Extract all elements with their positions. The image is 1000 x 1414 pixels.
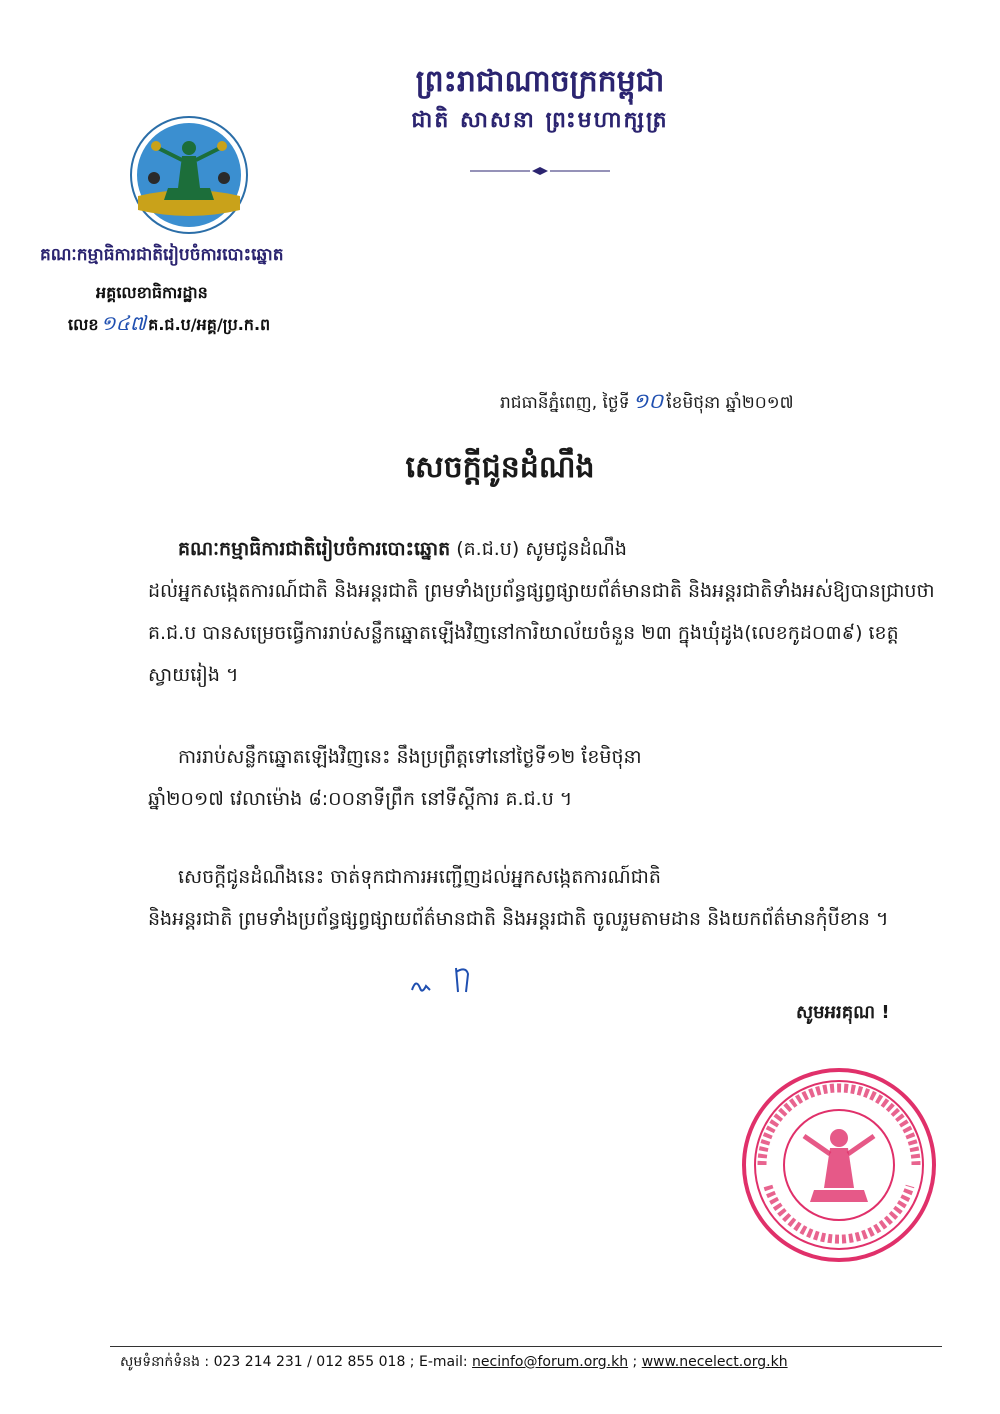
handwritten-initials-icon xyxy=(406,964,484,998)
paragraph-3-lead: សេចក្ដីជូនដំណឹងនេះ ចាត់ទុកជាការអញ្ជើញដល់អ្នកសង្កេតការណ៍ជាតិ xyxy=(178,866,661,888)
organization-name: គណៈកម្មាធិការជាតិរៀបចំការបោះឆ្នោត xyxy=(40,245,284,265)
footer-contact xyxy=(120,1352,788,1373)
paragraph-2-cont: ឆ្នាំ២០១៧ វេលាម៉ោង ៨:០០នាទីព្រឹក នៅទីស្ដីការ គ.ជ.ប ។ xyxy=(148,788,573,810)
footer-separator: ; xyxy=(628,1354,642,1370)
email-label: ; E-mail: xyxy=(405,1354,473,1370)
paragraph-1-rest: (គ.ជ.ប) សូមជូនដំណឹង xyxy=(450,538,627,560)
reference-label: លេខ xyxy=(68,315,99,334)
closing-thanks: សូមអរគុណ ! xyxy=(796,1002,890,1023)
document-date xyxy=(500,388,794,419)
nec-emblem-icon xyxy=(128,114,250,236)
document-title: សេចក្ដីជូនដំណឹង xyxy=(405,450,595,485)
paragraph-2 xyxy=(148,736,938,820)
department-name: អគ្គលេខាធិការដ្ឋាន xyxy=(96,283,208,302)
footer-divider xyxy=(110,1346,942,1347)
paragraph-2-lead: ការរាប់សន្លឹកឆ្នោតឡើងវិញនេះ នឹងប្រព្រឹត្តទៅនៅថ្ងៃទី១២ ខែមិថុនា xyxy=(178,746,642,768)
paragraph-1-cont: ដល់អ្នកសង្កេតការណ៍ជាតិ និងអន្តរជាតិ ព្រមទាំងប្រព័ន្ធផ្សព្វផ្សាយព័ត៌មានជាតិ និងអន្តរជាតិទាំងអស់ឱ្យបានជ្រាបថា គ.ជ.ប បានសម្រេចធ្វើការរាប់សន្លឹកឆ្នោតឡើងវិញនៅការិយាល័យចំនួន ២៣ ក្នុងឃុំដូង(លេខកូដ០៣៩) ខេត្តស្វាយរៀង ។ xyxy=(148,580,935,686)
official-seal-icon xyxy=(740,1066,938,1264)
website-link[interactable]: www.necelect.org.kh xyxy=(641,1354,788,1370)
divider-ornament-icon xyxy=(470,165,610,177)
kingdom-motto: ជាតិ សាសនា ព្រះមហាក្សត្រ xyxy=(411,107,669,133)
contact-phones: 023 214 231 / 012 855 018 xyxy=(213,1354,406,1370)
reference-suffix: គ.ជ.ប/អគ្គ/ប្រ.ក.ព xyxy=(148,315,271,334)
paragraph-3-cont: និងអន្តរជាតិ ព្រមទាំងប្រព័ន្ធផ្សព្វផ្សាយព័ត៌មានជាតិ និងអន្តរជាតិ ចូលរួមតាមដាន និងយកព័ត៌មានកុំបីខាន ។ xyxy=(148,908,889,930)
paragraph-3 xyxy=(148,856,938,940)
email-link[interactable]: necinfo@forum.org.kh xyxy=(472,1354,629,1370)
date-day: ១០ xyxy=(632,389,664,413)
paragraph-1 xyxy=(148,528,938,696)
kingdom-header xyxy=(360,62,720,138)
paragraph-1-lead: គណៈកម្មាធិការជាតិរៀបចំការបោះឆ្នោត xyxy=(178,538,451,560)
contact-label: សូមទំនាក់ទំនង : xyxy=(120,1354,214,1370)
reference-number xyxy=(68,310,270,340)
reference-handwritten-number: ១៤៧ xyxy=(100,311,147,335)
date-prefix: រាជធានីភ្នំពេញ, ថ្ងៃទី xyxy=(500,393,630,413)
kingdom-title: ព្រះរាជាណាចក្រកម្ពុជា xyxy=(415,64,665,99)
date-suffix: ខែមិថុនា ឆ្នាំ២០១៧ xyxy=(666,393,794,413)
